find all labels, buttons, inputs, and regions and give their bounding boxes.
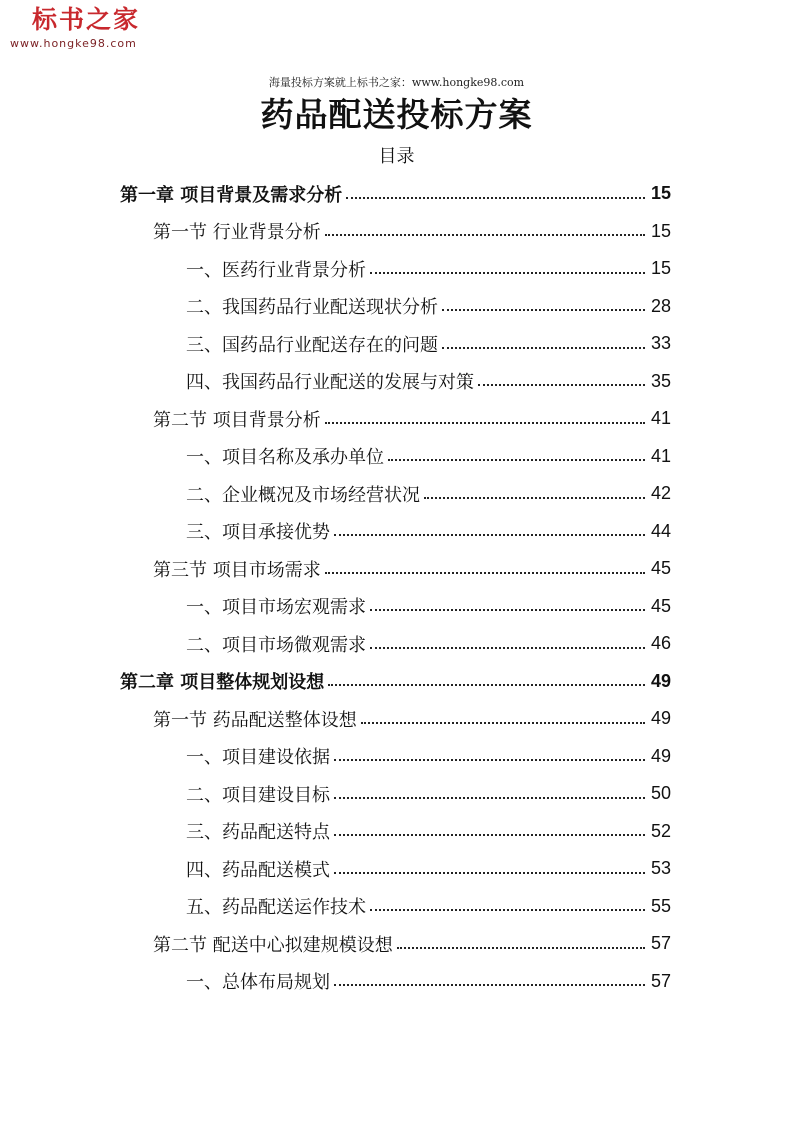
toc-dot-leader <box>388 459 645 461</box>
toc-entry-page-number: 44 <box>650 520 671 541</box>
toc-entry-page-number: 28 <box>650 295 671 316</box>
toc-entry-page-number: 15 <box>650 183 671 204</box>
toc-subsection-entry[interactable] <box>0 850 793 888</box>
toc-dot-leader <box>346 197 645 199</box>
toc-entry-label: 第一节 药品配送整体设想 <box>153 709 357 731</box>
toc-entry-label: 第二节 项目背景分析 <box>153 409 321 431</box>
toc-dot-leader <box>334 872 645 874</box>
document-title: 药品配送投标方案 <box>260 95 533 134</box>
toc-subsection-entry[interactable] <box>0 513 793 551</box>
toc-entry-label: 三、药品配送特点 <box>186 822 330 844</box>
toc-subsection-entry[interactable] <box>0 888 793 926</box>
toc-entry-label: 第三节 项目市场需求 <box>153 559 321 581</box>
toc-entry-page-number: 41 <box>650 408 671 429</box>
toc-entry-label: 三、国药品行业配送存在的问题 <box>186 334 438 356</box>
toc-subsection-entry[interactable] <box>0 288 793 326</box>
toc-entry-label: 第一章 项目背景及需求分析 <box>120 184 343 206</box>
toc-subsection-entry[interactable] <box>0 438 793 476</box>
toc-entry-page-number: 15 <box>650 258 671 279</box>
toc-entry-page-number: 33 <box>650 333 671 354</box>
toc-entry-page-number: 45 <box>650 558 671 579</box>
toc-dot-leader <box>442 309 645 311</box>
toc-dot-leader <box>397 947 645 949</box>
toc-subsection-entry[interactable] <box>0 775 793 813</box>
toc-dot-leader <box>370 609 645 611</box>
toc-dot-leader <box>370 909 645 911</box>
toc-entry-page-number: 45 <box>650 595 671 616</box>
toc-section-entry[interactable] <box>0 213 793 251</box>
toc-subsection-entry[interactable] <box>0 963 793 1001</box>
toc-entry-label: 一、项目名称及承办单位 <box>186 447 384 469</box>
toc-entry-page-number: 57 <box>650 970 671 991</box>
toc-entry-page-number: 42 <box>650 483 671 504</box>
toc-entry-page-number: 46 <box>650 633 671 654</box>
toc-dot-leader <box>334 984 645 986</box>
toc-entry-label: 第二章 项目整体规划设想 <box>120 672 325 694</box>
site-logo[interactable] <box>8 4 168 56</box>
toc-entry-label: 二、企业概况及市场经营状况 <box>186 484 420 506</box>
toc-entry-label: 五、药品配送运作技术 <box>186 897 366 919</box>
toc-chapter-entry[interactable] <box>0 175 793 213</box>
toc-entry-page-number: 41 <box>650 445 671 466</box>
toc-subsection-entry[interactable] <box>0 738 793 776</box>
toc-dot-leader <box>478 384 645 386</box>
toc-subsection-entry[interactable] <box>0 813 793 851</box>
toc-entry-label: 二、我国药品行业配送现状分析 <box>186 297 438 319</box>
toc-section-entry[interactable] <box>0 700 793 738</box>
toc-dot-leader <box>325 572 645 574</box>
toc-entry-label: 三、项目承接优势 <box>186 522 330 544</box>
toc-heading: 目录 <box>378 146 415 167</box>
toc-dot-leader <box>334 834 645 836</box>
toc-entry-page-number: 57 <box>650 933 671 954</box>
toc-dot-leader <box>361 722 645 724</box>
toc-dot-leader <box>442 347 645 349</box>
toc-subsection-entry[interactable] <box>0 363 793 401</box>
toc-entry-label: 四、药品配送模式 <box>186 859 330 881</box>
toc-entry-page-number: 35 <box>650 370 671 391</box>
toc-subsection-entry[interactable] <box>0 475 793 513</box>
toc-entry-label: 一、总体布局规划 <box>186 972 330 994</box>
logo-url: www.hongke98.com <box>10 37 137 50</box>
toc-entry-label: 一、项目建设依据 <box>186 747 330 769</box>
header-note-text: 海量投标方案就上标书之家：www.hongke98.com <box>268 76 525 89</box>
toc-entry-page-number: 15 <box>650 220 671 241</box>
header-note <box>0 75 793 91</box>
toc-entry-label: 二、项目建设目标 <box>186 784 330 806</box>
toc-subsection-entry[interactable] <box>0 250 793 288</box>
toc-dot-leader <box>370 272 645 274</box>
toc-dot-leader <box>325 422 645 424</box>
table-of-contents <box>0 175 793 1000</box>
toc-entry-page-number: 50 <box>650 783 671 804</box>
toc-dot-leader <box>328 684 645 686</box>
toc-dot-leader <box>334 797 645 799</box>
toc-entry-label: 第一节 行业背景分析 <box>153 222 321 244</box>
toc-section-entry[interactable] <box>0 550 793 588</box>
toc-section-entry[interactable] <box>0 925 793 963</box>
toc-dot-leader <box>334 534 645 536</box>
toc-dot-leader <box>424 497 645 499</box>
toc-entry-label: 二、项目市场微观需求 <box>186 634 366 656</box>
toc-entry-label: 第二节 配送中心拟建规模设想 <box>153 934 393 956</box>
toc-chapter-entry[interactable] <box>0 663 793 701</box>
toc-subsection-entry[interactable] <box>0 325 793 363</box>
toc-subsection-entry[interactable] <box>0 625 793 663</box>
toc-entry-page-number: 49 <box>650 670 671 691</box>
toc-dot-leader <box>325 234 645 236</box>
toc-entry-page-number: 49 <box>650 708 671 729</box>
toc-dot-leader <box>370 647 645 649</box>
toc-entry-page-number: 52 <box>650 820 671 841</box>
toc-section-entry[interactable] <box>0 400 793 438</box>
toc-dot-leader <box>334 759 645 761</box>
toc-entry-page-number: 55 <box>650 895 671 916</box>
toc-subsection-entry[interactable] <box>0 588 793 626</box>
toc-entry-label: 四、我国药品行业配送的发展与对策 <box>186 372 474 394</box>
logo-name: 标书之家 <box>32 5 141 34</box>
toc-entry-page-number: 49 <box>650 745 671 766</box>
toc-entry-label: 一、医药行业背景分析 <box>186 259 366 281</box>
toc-entry-label: 一、项目市场宏观需求 <box>186 597 366 619</box>
toc-entry-page-number: 53 <box>650 858 671 879</box>
